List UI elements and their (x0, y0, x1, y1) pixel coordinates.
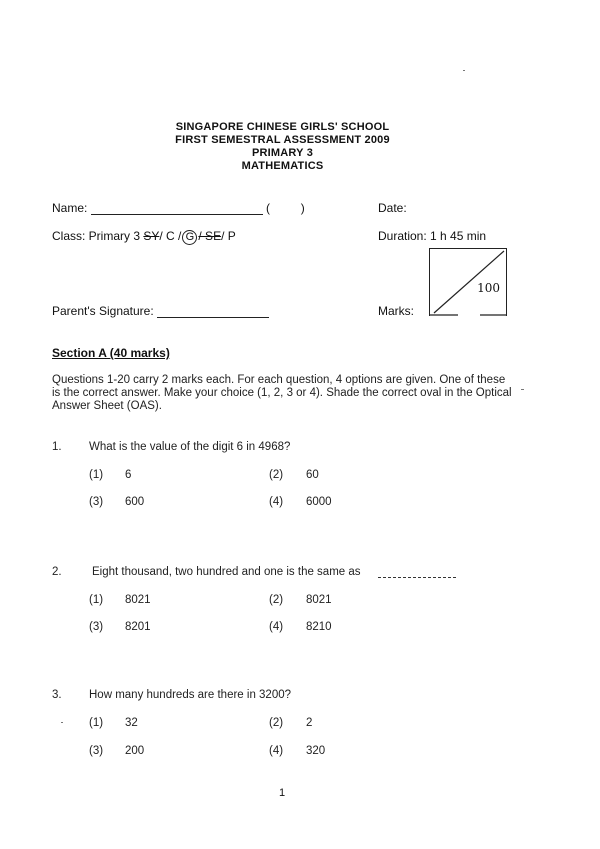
q1-option-3-value: 600 (125, 496, 145, 508)
q1-option-1-label: (1) (89, 469, 104, 481)
q2-option-3-value: 8201 (125, 621, 151, 633)
level-title: PRIMARY 3 (251, 147, 314, 159)
q1-option-3-label: (3) (89, 496, 104, 508)
question-1-number: 1. (52, 441, 62, 453)
section-instructions: Questions 1-20 carry 2 marks each. For each question, 4 options are given. One of these is the correct answer. Make your choice (1, 2, 3 or 4). Shade the correct oval in the Optical Answer Sheet (OAS). (52, 374, 512, 412)
q1-option-1-value: 6 (125, 469, 132, 481)
q2-option-3-label: (3) (89, 621, 104, 633)
q1-option-4-value: 6000 (306, 496, 332, 508)
q3-option-1-label: (1) (89, 717, 104, 729)
q3-option-3-value: 200 (125, 745, 145, 757)
name-label: Name: (52, 201, 88, 215)
marks-box (429, 248, 507, 316)
parent-signature-field (52, 304, 269, 318)
marks-label: Marks: (378, 304, 414, 318)
class-circled-g: G (182, 230, 197, 245)
subject-title: MATHEMATICS (241, 160, 324, 172)
assessment-title: FIRST SEMESTRAL ASSESSMENT 2009 (175, 134, 390, 146)
q3-option-2-label: (2) (269, 717, 284, 729)
q3-option-1-value: 32 (125, 717, 138, 729)
question-2-number: 2. (52, 566, 62, 578)
q3-option-4-value: 320 (306, 745, 326, 757)
class-slash-p: / P (221, 229, 236, 243)
name-blank (91, 214, 263, 215)
q1-option-2-value: 60 (306, 469, 319, 481)
school-name: SINGAPORE CHINESE GIRLS' SCHOOL (175, 121, 390, 133)
parent-signature-label: Parent's Signature: (52, 304, 154, 318)
q1-option-4-label: (4) (269, 496, 284, 508)
class-field (52, 229, 236, 245)
question-2-text: Eight thousand, two hundred and one is the same as (92, 566, 361, 578)
scan-speck (463, 70, 465, 71)
section-title: Section A (40 marks) (52, 346, 170, 360)
class-struck-sy: SY (143, 229, 160, 243)
scan-speck (521, 389, 524, 390)
name-bracket-open: ( (266, 201, 271, 215)
name-field (52, 201, 305, 215)
q3-option-4-label: (4) (269, 745, 284, 757)
q2-option-4-label: (4) (269, 621, 284, 633)
q2-option-2-value: 8021 (306, 594, 332, 606)
parent-signature-blank (157, 317, 269, 318)
question-3-number: 3. (52, 689, 62, 701)
name-bracket-close: ) (300, 201, 305, 215)
q2-option-1-label: (1) (89, 594, 104, 606)
scan-speck (61, 722, 63, 723)
q1-option-2-label: (2) (269, 469, 284, 481)
marks-total: 100 (477, 281, 500, 295)
class-slash-c: / C / (159, 229, 182, 243)
class-struck-se: / SE (198, 229, 222, 243)
duration-label: Duration: 1 h 45 min (378, 229, 487, 243)
q2-option-2-label: (2) (269, 594, 284, 606)
q3-option-3-label: (3) (89, 745, 104, 757)
page-number: 1 (279, 787, 286, 799)
question-1-text: What is the value of the digit 6 in 4968? (89, 441, 291, 453)
q2-option-4-value: 8210 (306, 621, 332, 633)
question-2-blank (378, 577, 456, 578)
date-label: Date: (378, 201, 407, 215)
class-label: Class: Primary 3 (52, 229, 141, 243)
q2-option-1-value: 8021 (125, 594, 151, 606)
question-3-text: How many hundreds are there in 3200? (89, 689, 292, 701)
q3-option-2-value: 2 (306, 717, 313, 729)
